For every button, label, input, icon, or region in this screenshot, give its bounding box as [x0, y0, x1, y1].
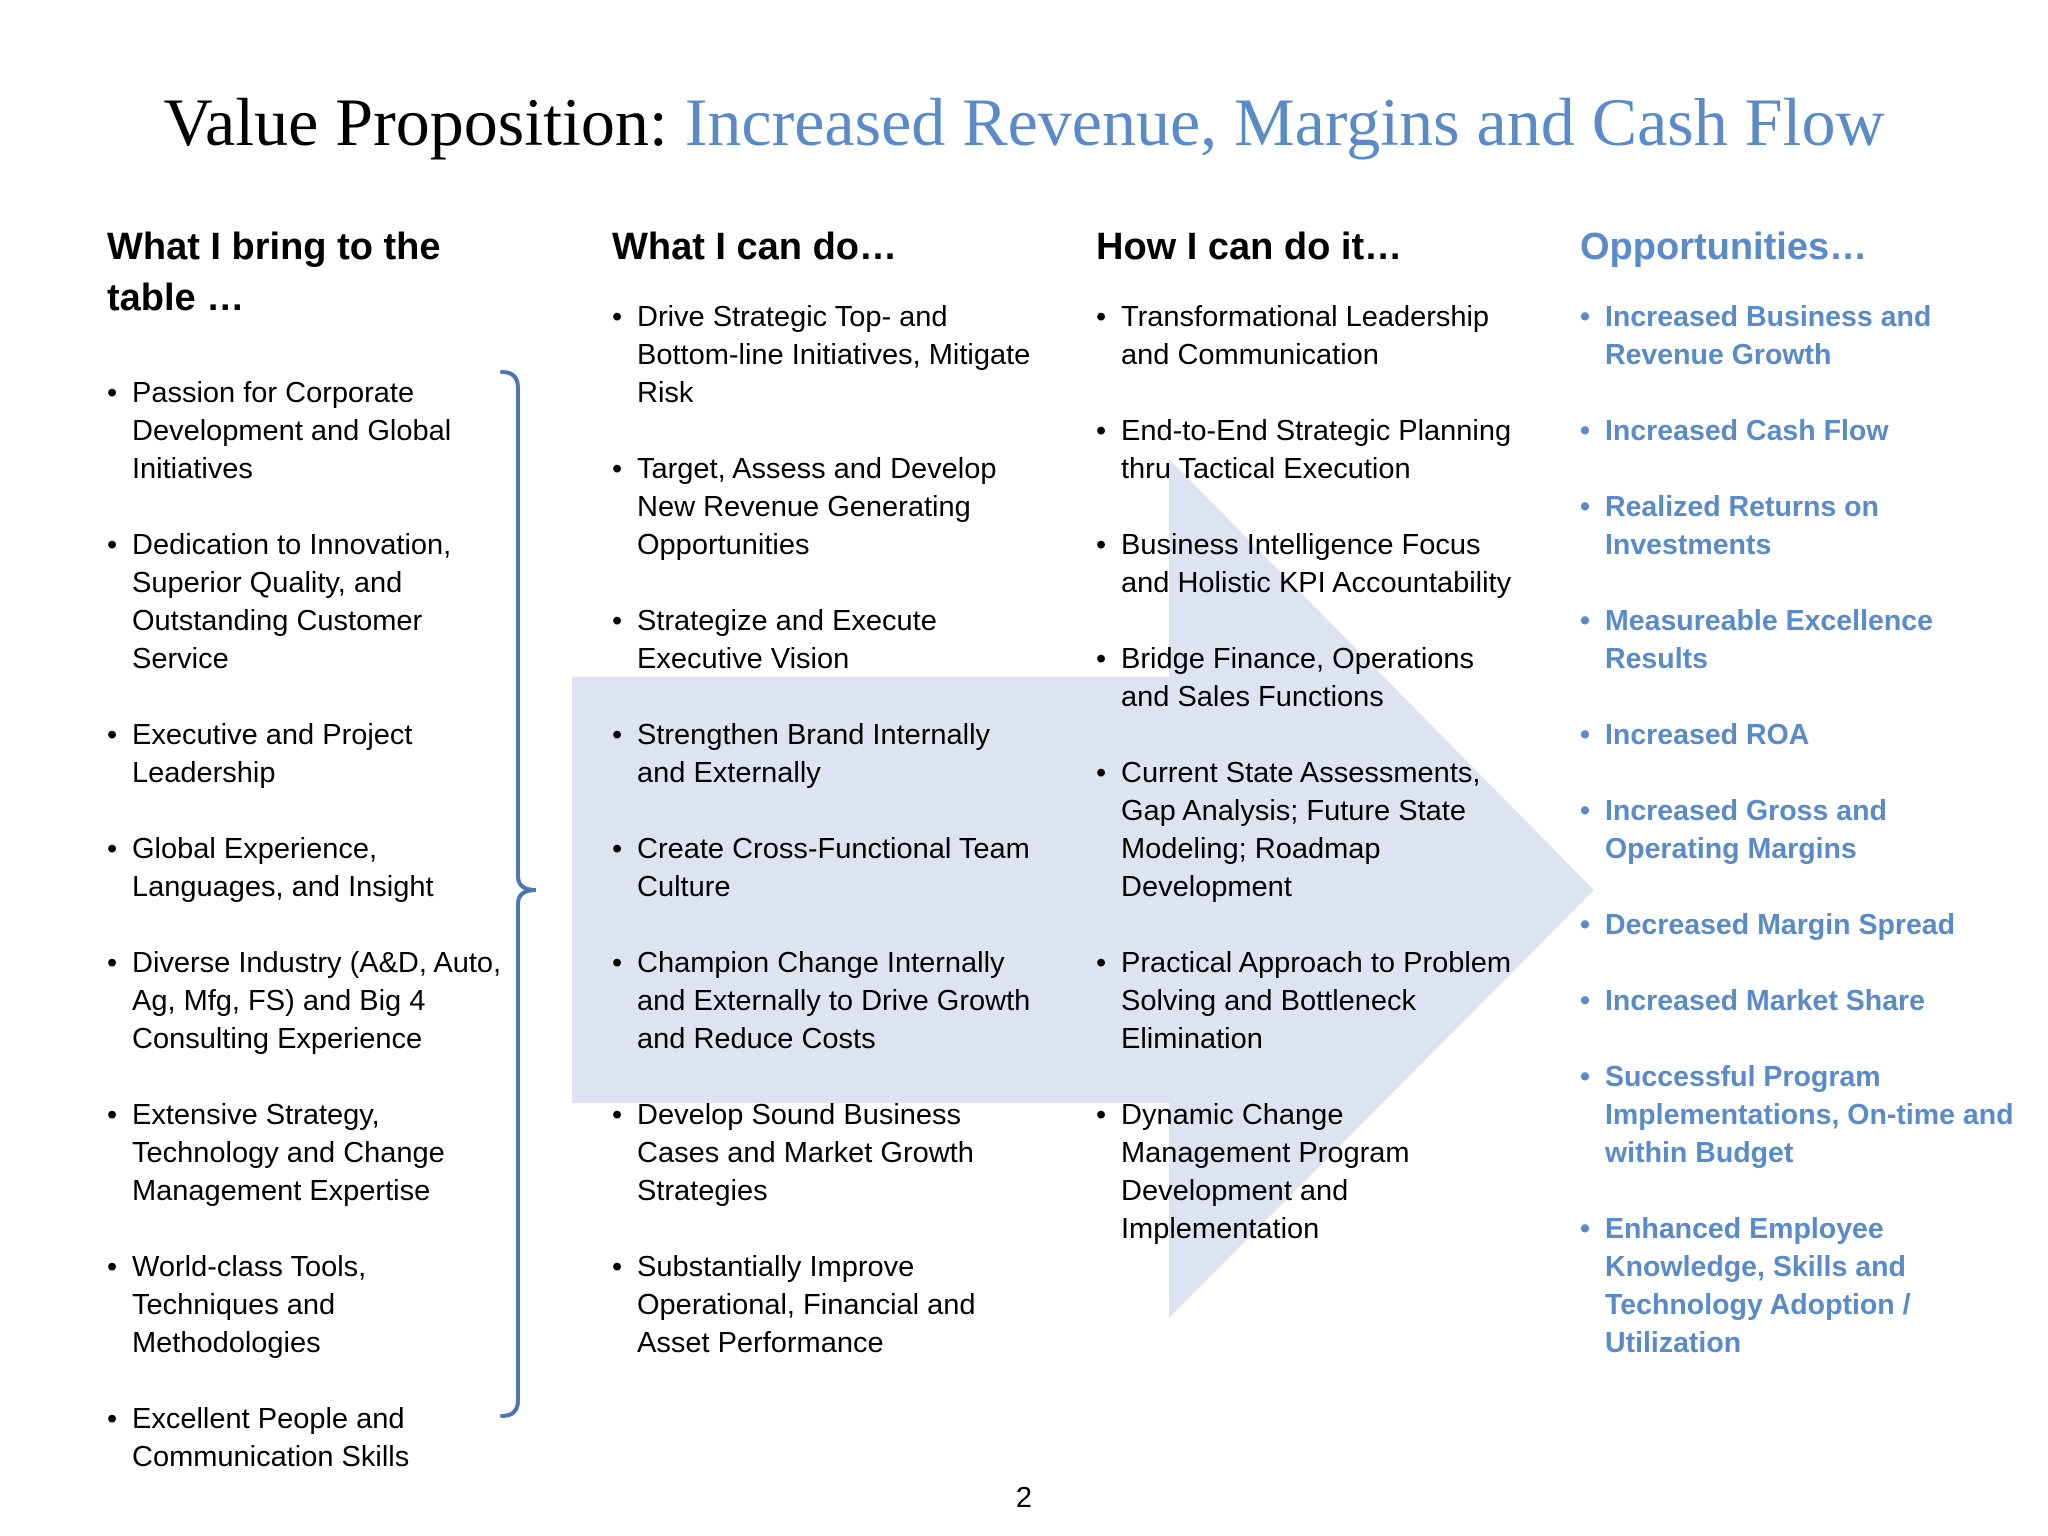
bullet-glyph: •: [1096, 947, 1107, 979]
title-prefix: Value Proposition:: [163, 84, 685, 160]
list-item: [107, 1248, 507, 1362]
list-item-text: Bridge Finance, Operations and Sales Functions: [1121, 643, 1475, 713]
bullet-glyph: •: [1580, 795, 1590, 827]
list-item: [107, 1096, 507, 1210]
bullet-glyph: •: [612, 453, 623, 485]
bullet-glyph: •: [1580, 909, 1590, 941]
bullet-glyph: •: [1580, 1061, 1590, 1093]
bullet-glyph: •: [107, 1251, 118, 1283]
title-accent: Increased Revenue, Margins and Cash Flow: [684, 84, 1885, 160]
list-item-text: Excellent People and Communication Skills: [132, 1403, 410, 1473]
list-item: [1096, 754, 1516, 906]
bullet-glyph: •: [107, 1099, 118, 1131]
list-item: [612, 1096, 1032, 1210]
bullet-glyph: •: [1096, 301, 1107, 333]
list-item-text: Dynamic Change Management Program Development and Implementation: [1121, 1099, 1410, 1245]
column-heading: What I can do…: [612, 226, 897, 268]
bullet-list: [1580, 298, 2020, 1362]
list-item: [107, 1400, 507, 1476]
column-opportunities: [1580, 222, 2020, 1400]
list-item: [612, 1248, 1032, 1362]
bullet-glyph: •: [612, 833, 623, 865]
list-item-text: Substantially Improve Operational, Financial and Asset Performance: [637, 1251, 976, 1359]
bullet-glyph: •: [612, 719, 623, 751]
list-item-text: Realized Returns on Investments: [1605, 491, 1879, 561]
list-item: [1580, 1058, 2020, 1172]
list-item: [1096, 412, 1516, 488]
list-item: [1580, 602, 2020, 678]
list-item-text: End-to-End Strategic Planning thru Tactical Execution: [1121, 415, 1512, 485]
list-item-text: Diverse Industry (A&D, Auto, Ag, Mfg, FS) and Big 4 Consulting Experience: [132, 947, 502, 1055]
list-item: [107, 716, 507, 792]
bullet-glyph: •: [107, 377, 118, 409]
bullet-glyph: •: [1580, 415, 1590, 447]
list-item-text: Increased Cash Flow: [1605, 415, 1889, 447]
list-item: [1096, 298, 1516, 374]
column-what-i-bring: [107, 222, 507, 1514]
list-item: [1580, 792, 2020, 868]
bullet-glyph: •: [612, 947, 623, 979]
list-item: [107, 526, 507, 678]
list-item: [612, 830, 1032, 906]
bullet-glyph: •: [1580, 719, 1590, 751]
list-item: [612, 716, 1032, 792]
list-item-text: Business Intelligence Focus and Holistic KPI Accountability: [1121, 529, 1512, 599]
bullet-glyph: •: [1580, 491, 1590, 523]
list-item-text: Passion for Corporate Development and Global Initiatives: [132, 377, 452, 485]
bullet-glyph: •: [1580, 1213, 1590, 1245]
bullet-glyph: •: [612, 1251, 623, 1283]
list-item: [612, 298, 1032, 412]
list-item-text: Increased Market Share: [1605, 985, 1925, 1017]
list-item-text: Increased Gross and Operating Margins: [1605, 795, 1887, 865]
list-item: [1580, 716, 2020, 754]
list-item-text: Create Cross-Functional Team Culture: [637, 833, 1030, 903]
list-item-text: Decreased Margin Spread: [1605, 909, 1956, 941]
bullet-list: [612, 298, 1032, 1362]
column-heading: What I bring to the table …: [107, 226, 441, 319]
list-item: [1580, 298, 2020, 374]
list-item-text: Enhanced Employee Knowledge, Skills and Technology Adoption / Utilization: [1605, 1213, 1911, 1359]
list-item: [1580, 1210, 2020, 1362]
list-item: [612, 602, 1032, 678]
list-item-text: Executive and Project Leadership: [132, 719, 413, 789]
bullet-glyph: •: [612, 1099, 623, 1131]
list-item-text: Measureable Excellence Results: [1605, 605, 1933, 675]
column-heading: How I can do it…: [1096, 226, 1403, 268]
list-item-text: Dedication to Innovation, Superior Quality, and Outstanding Customer Service: [132, 529, 452, 675]
bullet-glyph: •: [107, 719, 118, 751]
list-item-text: Increased Business and Revenue Growth: [1605, 301, 1932, 371]
bullet-list: [107, 374, 507, 1476]
list-item-text: Drive Strategic Top- and Bottom-line Initiatives, Mitigate Risk: [637, 301, 1031, 409]
bullet-glyph: •: [1096, 757, 1107, 789]
bullet-glyph: •: [107, 529, 118, 561]
list-item: [1096, 1096, 1516, 1248]
bullet-glyph: •: [1096, 415, 1107, 447]
list-item: [612, 944, 1032, 1058]
list-item-text: Target, Assess and Develop New Revenue Generating Opportunities: [637, 453, 997, 561]
column-heading: Opportunities…: [1580, 226, 1868, 268]
bullet-glyph: •: [1580, 985, 1590, 1017]
list-item: [1096, 640, 1516, 716]
bullet-glyph: •: [612, 301, 623, 333]
list-item: [107, 944, 507, 1058]
list-item-text: Strengthen Brand Internally and Externally: [637, 719, 991, 789]
list-item: [1096, 944, 1516, 1058]
list-item-text: Global Experience, Languages, and Insight: [132, 833, 434, 903]
list-item: [1096, 526, 1516, 602]
list-item-text: Champion Change Internally and Externally to Drive Growth and Reduce Costs: [637, 947, 1031, 1055]
list-item: [1580, 412, 2020, 450]
bullet-list: [1096, 298, 1516, 1248]
list-item-text: Strategize and Execute Executive Vision: [637, 605, 937, 675]
bullet-glyph: •: [1096, 529, 1107, 561]
list-item: [107, 374, 507, 488]
bullet-glyph: •: [1580, 301, 1590, 333]
list-item-text: Current State Assessments, Gap Analysis; Future State Modeling; Roadmap Development: [1121, 757, 1481, 903]
list-item: [612, 450, 1032, 564]
list-item: [1580, 488, 2020, 564]
bullet-glyph: •: [107, 1403, 118, 1435]
bullet-glyph: •: [1096, 643, 1107, 675]
column-what-i-can-do: [612, 222, 1032, 1400]
bullet-glyph: •: [107, 833, 118, 865]
list-item-text: Develop Sound Business Cases and Market Growth Strategies: [637, 1099, 974, 1207]
bullet-glyph: •: [1580, 605, 1590, 637]
list-item-text: Transformational Leadership and Communication: [1121, 301, 1490, 371]
list-item-text: Extensive Strategy, Technology and Change Management Expertise: [132, 1099, 445, 1207]
bullet-glyph: •: [107, 947, 118, 979]
list-item-text: Successful Program Implementations, On-time and within Budget: [1605, 1061, 2014, 1169]
bracket-path: [502, 372, 536, 1416]
list-item: [107, 830, 507, 906]
list-item: [1580, 982, 2020, 1020]
bullet-glyph: •: [1096, 1099, 1107, 1131]
bullet-glyph: •: [612, 605, 623, 637]
list-item: [1580, 906, 2020, 944]
list-item-text: Practical Approach to Problem Solving and Bottleneck Elimination: [1121, 947, 1512, 1055]
list-item-text: World-class Tools, Techniques and Methodologies: [132, 1251, 367, 1359]
list-item-text: Increased ROA: [1605, 719, 1810, 751]
column-how-i-can-do-it: [1096, 222, 1516, 1286]
page-number: 2: [1015, 1482, 1033, 1514]
